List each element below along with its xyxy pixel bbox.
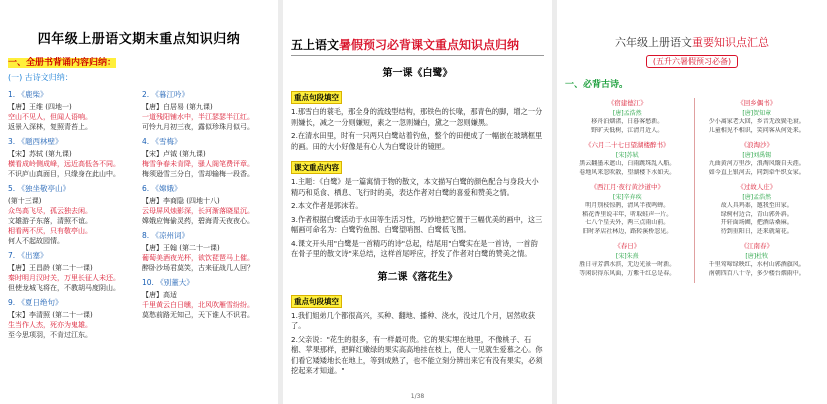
poem-line: 葡萄美酒夜光杯，欲饮琵琶马上催。 [142,254,254,262]
poem-line: 返景入深林，复照青苔上。 [8,123,92,131]
document-page-1 [0,0,278,404]
poem-line: 【唐】王昌龄 (第二十一课) [8,264,93,272]
poem-line: 相看两不厌，只有敬亭山。 [8,227,92,235]
page-subtitle: (五升六暑假预习必备) [565,56,819,67]
topic-tag: 重点句段填空 [291,295,342,308]
paragraph: 4.课文开头用"白鹭是一首精巧的诗"总起，结尾用"白鹭实在是一首诗，一首韵在骨子里的散文诗"来总结，这样首尾呼应，抒发了作者对白鹭的赞美之情。 [291,238,538,258]
poem-line: 旧时茅店社林边，路转溪桥忽见。 [582,227,673,235]
paragraph: 3.作者根据白鹭活动于水田等生活习性，巧妙地把它置于三幅优美的画中，这三幅画可命名为：白鹭钓鱼图、白鹭望哨图、白鹭低飞图。 [291,214,543,234]
paragraph: 1.主题：《白鹭》是一篇寓情于物的散文，本文描写白鹭的颜色配合与身段大小精巧和觅食、栖息、飞行时的美，表达作者对白鹭的喜爱和赞美之情。 [291,177,539,197]
poem-title: 10. 《别董大》 [142,278,194,287]
poem-line: 【唐】高适 [142,291,177,299]
poem-title: 1. 《鹿柴》 [8,90,48,99]
page-title: 五上语文暑假预习必背课文重点知识点归纳 [291,36,544,56]
paragraph-group [291,311,544,377]
poem-line: 等闲识得东风面，万紫千红总是春。 [579,269,676,277]
poem-line: 秦时明月汉时关，万里长征人未还。 [8,274,120,282]
poem-line: 不识庐山真面目，只缘身在此山中。 [8,170,120,178]
poem-author: [宋]朱熹 [615,253,639,260]
page-title: 六年级上册语文重要知识点汇总 [615,36,769,49]
page-number: 1/38 [410,393,425,400]
document-page-3 [557,0,827,404]
poem-line: 九曲黄河万里沙，浪淘风簸自天涯。 [708,160,805,167]
poem-line: 少小离家老大回，乡音无改鬓毛衰。 [708,118,805,125]
poem-item [695,182,820,236]
poem-column-left [8,89,136,344]
poem-line: 卷地风来忽吹散，望湖楼下水如天。 [579,168,676,176]
poem-title: 《过故人庄》 [737,183,777,191]
poem-item [142,89,270,132]
poem-line: 故人具鸡黍，邀我至田家。 [720,202,793,209]
poem-title: 3. 《题西林壁》 [8,137,63,146]
poem-line: 云母屏风烛影深，长河渐落晓星沉。 [142,207,254,215]
poem-title: 《西江月·夜行黄沙道中》 [590,183,665,191]
paragraph: 2.父亲说："花生的很多，有一样最可贵。它的果实埋在地里，不像桃子、石榴、苹果那样，把鲜红嫩绿的果实高高地挂在枝上，使人一见就生爱慕之心。你们看它矮矮地长在地上，等到成熟了，也不能立刻分辨出来它有没有果实，必须挖起来才知道。" [291,334,543,375]
poem-line: 可怜九月初三夜，露似珍珠月似弓。 [142,123,254,131]
poem-line: 【唐】李商隐 (四地十八) [142,197,220,205]
poem-author: [唐]孟浩然 [612,110,642,117]
poem-author: [唐]贺知章 [742,110,772,117]
poem-line: (第十三课) [8,197,42,205]
poem-author: [唐]孟浩然 [742,194,772,201]
poem-item [8,183,136,246]
poem-line: 醉卧沙场君莫笑，古来征战几人回？ [142,264,254,272]
poem-title: 2. 《暮江吟》 [142,90,190,99]
poem-line: 绿树村边合，青山郭外斜。 [720,210,793,218]
poem-line: 如今直上银河去，同到牵牛织女家。 [708,168,805,176]
poem-item [142,183,270,226]
paragraph: 2.在清水田里，时有一只两只白鹭站着钓鱼，整个的田便成了一幅嵌在玻璃框里的画。田的大小好像是有心人为白鹭设计的镜匣。 [291,131,543,151]
poem-item [142,230,270,273]
poem-item [8,250,136,293]
section-heading: 一、全册书背诵内容归纳： [8,58,117,68]
poem-line: 莫愁前路无知己，天下谁人不识君。 [142,311,254,319]
poem-title: 7. 《出塞》 [8,251,48,260]
poem-title: 8. 《凉州词》 [142,231,190,240]
poem-author: [唐]刘禹锡 [742,152,772,159]
poem-line: 黑云翻墨未遮山，白雨跳珠乱入船。 [579,160,676,167]
poem-line: 文雄游子东落，清照不谊。 [8,217,92,225]
poem-item [565,182,690,236]
document-page-2 [283,0,552,404]
poem-line: 梅须逊雪三分白，雪却输梅一段香。 [142,170,254,178]
poem-line: 至今思项羽，不肯过江东。 [8,331,92,339]
poem-line: 【唐】王维 (四地一) [8,103,72,111]
poem-item [142,136,270,179]
page-title: 四年级上册语文期末重点知识归纳 [37,32,241,47]
paragraph-group [291,107,544,152]
poem-item [8,297,136,340]
topic-tag: 课文重点内容 [291,161,342,174]
poem-title: 《江南春》 [740,242,773,250]
topic-tag: 重点句段填空 [291,91,342,104]
poem-line: 千里黄云白日曛，北风吹雁雪纷纷。 [142,301,254,309]
poem-title: 《六月二十七日望湖楼醉书》 [585,141,670,149]
section-heading: 一、必背古诗。 [565,80,629,90]
poem-title: 《春日》 [614,242,641,250]
poem-line: 千里莺啼绿映红，水村山郭酒旗风。 [708,261,805,268]
paragraph: 1.那雪白的蓑毛，那全身的流线型结构，那铁色的长喙，那青色的脚，增之一分则嫌长，减之一分则嫌短，素之一忽则嫌白，黛之一忽则嫌黑。 [291,107,543,127]
lesson-heading: 第一课《白鹭》 [382,68,453,79]
poem-line: 何人不起故园情。 [8,237,64,245]
poem-title: 6. 《嫦娥》 [142,184,182,193]
poem-author: [宋]苏轼 [615,152,639,159]
poem-line: 七八个星天外，两三点雨山前。 [585,219,670,226]
paragraph: 1.我们姐弟几个都很高兴，买种、翻地、播种、浇水，没过几个月，居然收获了。 [291,310,536,330]
poem-author: [宋]辛弃疾 [612,194,642,201]
lesson-heading: 第二课《落花生》 [377,271,458,283]
poem-title: 9. 《夏日绝句》 [8,298,63,307]
poem-line: 【宋】李清照 (第二十一课) [8,311,93,319]
poem-line: 【唐】王翰 (第二十一课) [142,244,220,252]
poem-line: 一道残阳铺水中，半江瑟瑟半江红。 [142,113,254,121]
poem-line: 明月别枝惊鹊，清风半夜鸣蝉。 [585,202,670,209]
poem-line: 众鸟高飞尽，孤云独去闲。 [8,207,92,215]
poem-item [695,140,820,177]
poem-line: 儿童相见不相识，笑问客从何处来。 [708,126,805,134]
poem-line: 稻花香里说丰年，听取蛙声一片。 [582,210,673,218]
poem-line: 野旷天低树，江清月近人。 [591,126,664,134]
poem-line: 嫦娥应悔偷灵药，碧海青天夜夜心。 [142,217,254,225]
poem-item [565,140,690,177]
poem-line: 【宋】卢钺 (第九课) [142,150,206,158]
poem-line: 待到重阳日，还来就菊花。 [720,227,793,235]
poem-title: 4. 《雪梅》 [142,137,182,146]
poem-line: 【唐】白居易 (第九课) [142,103,213,111]
poem-line: 生当作人杰，死亦为鬼雄。 [8,321,92,329]
subsection-heading: (一) 古诗文归纳： [8,73,73,82]
poem-line: 【宋】苏轼 (第九课) [8,150,72,158]
poem-item [565,98,690,135]
paragraph-group [291,177,544,260]
poem-line: 胜日寻芳泗水滨，无边光景一时新。 [579,261,676,268]
poem-title: 《宿建德江》 [607,99,647,107]
poem-line: 横看成岭侧成峰，远近高低各不同。 [8,160,120,168]
poem-line: 开轩面场圃，把酒话桑麻。 [720,219,793,226]
paragraph: 2.本文作者是郭沫若。 [291,201,363,210]
poem-column-right [142,89,270,344]
poem-item [142,277,270,320]
poem-line: 但使龙城飞将在，不教胡马度阴山。 [8,284,120,292]
poem-line: 移舟泊烟渚，日暮客愁新。 [591,118,664,125]
poem-title: 《浪淘沙》 [740,141,773,149]
poem-item [8,89,136,132]
poem-item [8,136,136,179]
poem-item [695,241,820,278]
poem-column-left [565,98,690,283]
poem-column-right [694,98,820,283]
poem-item [565,241,690,278]
poem-line: 空山不见人，但闻人语响。 [8,113,92,121]
poem-author: [唐]杜牧 [745,253,769,260]
poem-title: 5. 《独坐敬亭山》 [8,184,71,193]
poem-line: 南朝四百八十寺，多少楼台烟雨中。 [708,269,805,277]
poem-title: 《回乡偶书》 [737,99,777,107]
poem-item [695,98,820,135]
poem-line: 梅雪争春未肯降，骚人阁笔费评章。 [142,160,254,168]
